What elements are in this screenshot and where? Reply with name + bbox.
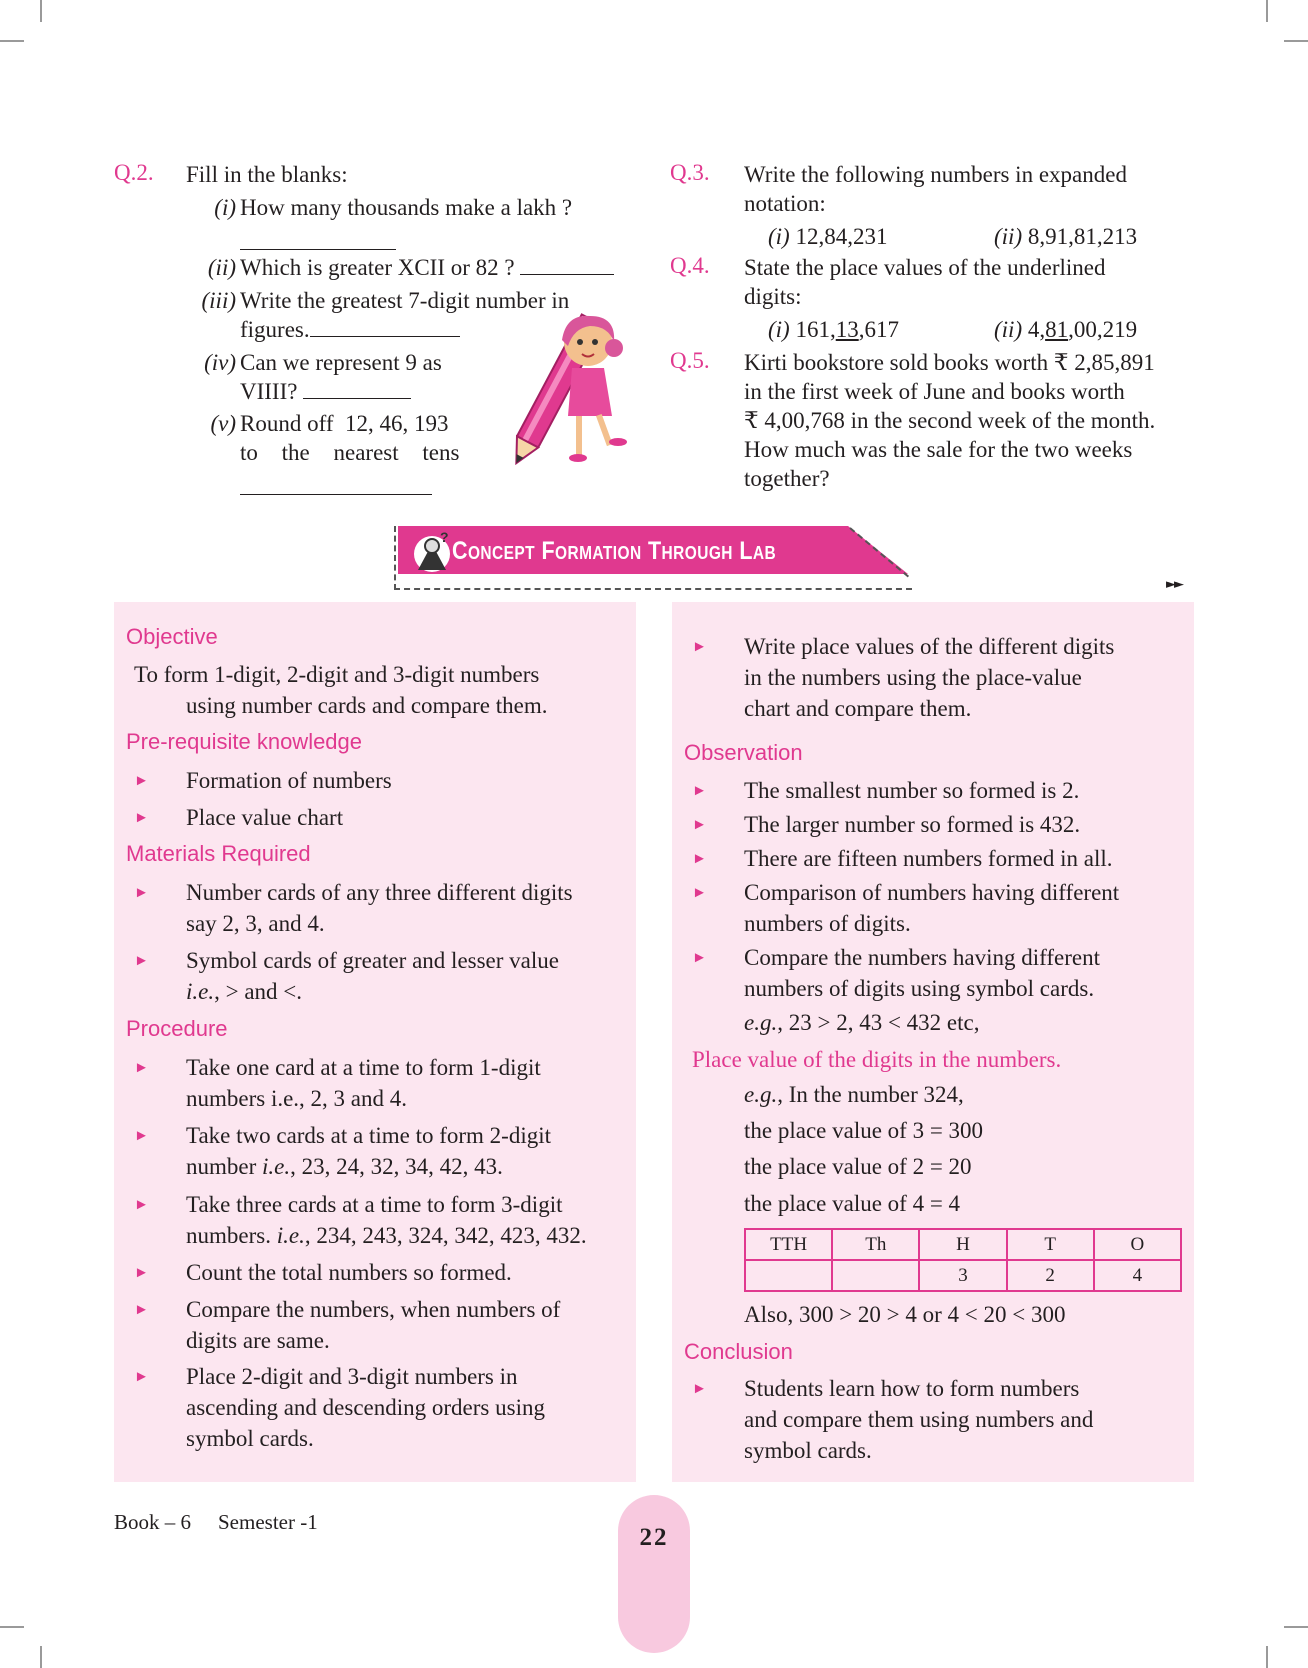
place-value-heading: Place value of the digits in the numbers. [692,1047,1062,1072]
footer-semester: Semester -1 [218,1510,318,1534]
procedure-item: Count the total numbers so formed. [186,1260,512,1285]
bullet-icon: ► [134,1060,149,1076]
table-header-cell: Th [832,1229,919,1260]
procedure-item: Take three cards at a time to form 3-digit [186,1192,563,1217]
q3-text: notation: [744,191,826,216]
answer-blank[interactable] [240,474,432,495]
crop-mark [40,0,42,22]
q2-item-text: Round off 12, 46, 193 [240,411,449,436]
q5-label: Q.5. [670,348,710,373]
q3-text: Write the following numbers in expanded [744,162,1127,187]
conclusion-heading: Conclusion [684,1339,793,1364]
bullet-icon: ► [134,1265,149,1281]
table-header-cell: T [1007,1229,1094,1260]
q5-text: together? [744,466,830,491]
bullet-icon: ► [134,810,149,826]
bullet-icon: ► [134,773,149,789]
observation-item: numbers of digits. [744,911,911,936]
q4-text: digits: [744,284,802,309]
page-number-tab [618,1495,690,1653]
q2-item-num: (v) [210,411,236,436]
observation-item: The larger number so formed is 432. [744,812,1081,837]
q2-item-text: to the nearest tens [240,440,460,465]
q4-part-b: (ii) 4,81,00,219 [994,317,1138,342]
procedure-item: numbers. i.e., 234, 243, 324, 342, 423, 432. [186,1223,587,1248]
observation-item: The smallest number so formed is 2. [744,778,1080,803]
bullet-icon: ► [134,1128,149,1144]
q5-text: Kirti bookstore sold books worth ₹ 2,85,891 [744,350,1155,375]
procedure-item: digits are same. [186,1328,330,1353]
crop-mark [1266,1646,1268,1668]
table-header-row [745,1229,1181,1260]
prereq-item: Place value chart [186,805,344,830]
q3-label: Q.3. [670,160,710,185]
observation-heading: Observation [684,740,803,765]
materials-item: Number cards of any three different digits [186,880,573,905]
place-value-chart [744,1228,1182,1292]
crop-mark [0,40,24,42]
q2-item-num: (iv) [204,350,236,375]
materials-item: say 2, 3, and 4. [186,911,325,936]
place-value-line: the place value of 4 = 4 [744,1191,961,1216]
materials-heading: Materials Required [126,841,311,866]
page-number: 22 [639,1524,669,1551]
q2-item-text: figures. [240,315,460,344]
observation-item: Compare the numbers having different [744,945,1100,970]
crop-mark [40,1646,42,1668]
procedure-heading: Procedure [126,1016,228,1041]
prereq-item: Formation of numbers [186,768,392,793]
table-header-cell: H [919,1229,1006,1260]
crop-mark [0,1626,24,1628]
procedure-item: Compare the numbers, when numbers of [186,1297,561,1322]
place-value-line: the place value of 3 = 300 [744,1118,984,1143]
bullet-icon: ► [134,1369,149,1385]
q2-item-text: VIIII? [240,377,411,406]
answer-blank[interactable] [520,254,614,275]
section-banner-title: Concept Formation Through Lab [452,537,777,565]
q2-item-text: How many thousands make a lakh ? [240,195,573,220]
footer-book: Book – 6 [114,1510,192,1534]
q2-item-num: (iii) [201,288,236,313]
q2-title: Fill in the blanks: [186,162,348,187]
bullet-icon: ► [134,1302,149,1318]
procedure-item: numbers i.e., 2, 3 and 4. [186,1086,408,1111]
q3-part-b: (ii) 8,91,81,213 [994,224,1138,249]
materials-item: i.e., > and <. [186,979,303,1004]
svg-text:?: ? [440,530,449,545]
procedure-item: Place 2-digit and 3-digit numbers in [186,1364,518,1389]
objective-text: using number cards and compare them. [186,693,548,718]
procedure-item: chart and compare them. [744,696,972,721]
crop-mark [1284,1626,1308,1628]
q5-text: ₹ 4,00,768 in the second week of the month. [744,408,1156,433]
table-cell [832,1260,919,1291]
q5-text: in the first week of June and books worth [744,379,1125,404]
procedure-item: Take one card at a time to form 1-digit [186,1055,541,1080]
procedure-item: Write place values of the different digits [744,634,1115,659]
crop-mark [1266,0,1268,22]
bullet-icon: ► [692,817,707,833]
bullet-icon: ► [692,1381,707,1397]
answer-blank[interactable] [240,229,396,250]
procedure-item: Take two cards at a time to form 2-digit [186,1123,552,1148]
objective-heading: Objective [126,624,218,649]
q2-item-text: Which is greater XCII or 82 ? [240,253,614,282]
conclusion-text: Students learn how to form numbers [744,1376,1080,1401]
q2-item-text: Can we represent 9 as [240,350,442,375]
q2-item-num: (i) [214,195,236,220]
answer-blank[interactable] [310,316,460,337]
observation-item: Comparison of numbers having different [744,880,1120,905]
materials-item: Symbol cards of greater and lesser value [186,948,559,973]
place-value-line: the place value of 2 = 20 [744,1154,972,1179]
q4-label: Q.4. [670,253,710,278]
crop-mark [1284,40,1308,42]
observation-item: numbers of digits using symbol cards. [744,976,1095,1001]
bullet-icon: ► [134,953,149,969]
q4-text: State the place values of the underlined [744,255,1106,280]
place-value-example: e.g., In the number 324, [744,1082,964,1107]
observation-example: e.g., 23 > 2, 43 < 432 etc, [744,1010,980,1035]
bullet-icon: ► [134,885,149,901]
place-value-comparison: Also, 300 > 20 > 4 or 4 < 20 < 300 [744,1302,1066,1327]
q2-item-num: (ii) [207,255,236,280]
table-header-cell: TTH [745,1229,832,1260]
bullet-icon: ► [692,783,707,799]
q3-part-a: (i) 12,84,231 [768,224,888,249]
bullet-icon: ► [692,639,707,655]
lab-mascot-icon [410,530,454,576]
q5-text: How much was the sale for the two weeks [744,437,1133,462]
bullet-icon: ► [692,950,707,966]
table-cell: 4 [1094,1260,1181,1291]
conclusion-text: and compare them using numbers and [744,1407,1094,1432]
bullet-icon: ► [134,1197,149,1213]
table-row [745,1260,1181,1291]
bullet-icon: ► [692,851,707,867]
table-header-cell: O [1094,1229,1181,1260]
conclusion-text: symbol cards. [744,1438,872,1463]
observation-item: There are fifteen numbers formed in all. [744,846,1113,871]
table-cell: 2 [1007,1260,1094,1291]
q2-item-text: Write the greatest 7-digit number in [240,288,570,313]
next-arrow-icon: ►► [1166,577,1182,592]
bullet-icon: ► [692,885,707,901]
table-cell [745,1260,832,1291]
prereq-heading: Pre-requisite knowledge [126,729,363,754]
objective-text: To form 1-digit, 2-digit and 3-digit numbers [134,662,540,687]
procedure-item: symbol cards. [186,1426,314,1451]
answer-blank[interactable] [303,378,411,399]
procedure-item: ascending and descending orders using [186,1395,545,1420]
girl-with-pencil-illustration [496,312,646,478]
q2-label: Q.2. [114,160,154,185]
table-cell: 3 [919,1260,1006,1291]
procedure-item: in the numbers using the place-value [744,665,1082,690]
q4-part-a: (i) 161,13,617 [768,317,899,342]
procedure-item: number i.e., 23, 24, 32, 34, 42, 43. [186,1154,503,1179]
